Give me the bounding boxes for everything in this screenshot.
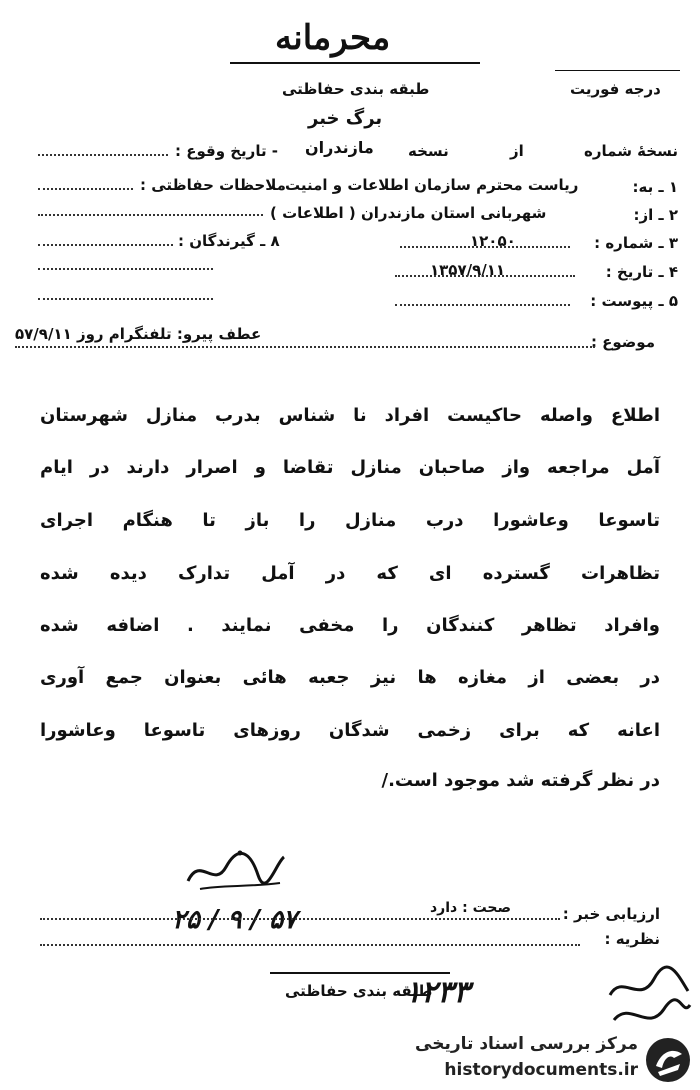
field-date-value: ۱۳۵۷/۹/۱۱ (430, 261, 506, 279)
body-line-7: اعانه که برای زخمی شدگان روزهای تاسوعا وعاشورا (40, 720, 660, 741)
form-title: برگ خبر (308, 108, 383, 129)
field-to-extra: ملاحظات حفاظتی : (140, 176, 286, 194)
dots-assessment (40, 918, 560, 920)
copy-of-label: از (510, 142, 524, 160)
dots-recipients-2 (38, 268, 213, 270)
body-line-2: آمل مراجعه واز صاحبان منازل تقاضا و اصرار دارند در ایام (40, 457, 660, 478)
footer-rule (270, 972, 450, 974)
classification-header: طبقه بندی حفاظتی (282, 80, 430, 98)
dots-field-2-left (38, 214, 263, 216)
dots-subject (15, 346, 595, 348)
watermark-logo (415, 1030, 700, 1090)
copy-number-label: نسخهٔ شماره (584, 142, 678, 160)
handwritten-signature (180, 845, 290, 895)
classification-footer: طبقه بندی حفاظتی (285, 982, 433, 1000)
stamp-confidential: محرمانه (275, 18, 391, 58)
field-from-value: شهربانی استان مازندران ( اطلاعات ) (270, 204, 547, 222)
assessment-label: ارزیابی خبر : (562, 905, 660, 923)
field-from-label: ۲ ـ از: (633, 206, 678, 224)
assessment-value: صحت : دارد (430, 900, 512, 916)
handwritten-number: ۱۲۳۳ (405, 975, 470, 1010)
dots-protective-notes (38, 188, 133, 190)
field-to-label: ۱ ـ به: (632, 178, 678, 196)
body-line-3: تاسوعا وعاشورا درب منازل را باز تا هنگام اجرای (40, 510, 660, 531)
body-line-5: وافراد تظاهر کنندگان را مخفی نمایند . اضافه شده (40, 615, 660, 636)
handwritten-date: ۲۵ / ۹ / ۵۷ (172, 905, 298, 935)
urgency-box-line (555, 70, 680, 71)
logo-text: مرکز بررسی اسناد تاریخی (415, 1034, 638, 1054)
stamp-underline (230, 62, 480, 64)
dots-number (400, 246, 570, 248)
logo-url: historydocuments.ir (444, 1060, 638, 1080)
field-to-value: ریاست محترم سازمان اطلاعات و امنیت (285, 176, 579, 194)
body-line-8: در نظر گرفته شد موجود است./ (381, 770, 660, 791)
copy-copies-label: نسخه (408, 142, 449, 160)
dots-place-date (38, 154, 168, 156)
dots-recipients-1 (38, 244, 173, 246)
recipients-label: ۸ ـ گیرندگان : (178, 232, 280, 250)
field-number-value: ۱۲۰۵۰ (470, 232, 516, 250)
field-number-label: ۳ ـ شماره : (594, 234, 678, 252)
urgency-label: درجه فوریت (570, 80, 661, 98)
body-line-1: اطلاع واصله حاکیست افراد نا شناس بدرب منازل شهرستان (40, 405, 660, 426)
body-line-4: تظاهرات گسترده ای که در آمل تدارک دیده شده (40, 563, 660, 584)
dots-attachment (395, 304, 570, 306)
dots-opinion (40, 944, 580, 946)
field-attachment-label: ۵ ـ پیوست : (590, 292, 678, 310)
place-date-label: - تاریخ وقوع : (175, 142, 279, 160)
body-line-6: در بعضی از مغازه ها نیز جعبه هائی بعنوان جمع آوری (40, 667, 660, 688)
handwritten-place: مازندران (305, 138, 374, 157)
logo-emblem-icon (644, 1036, 692, 1084)
dots-date (395, 275, 575, 277)
opinion-label: نظریه : (604, 930, 660, 948)
field-date-label: ۴ ـ تاریخ : (605, 263, 678, 281)
subject-label: موضوع : (590, 333, 655, 351)
dots-recipients-3 (38, 298, 213, 300)
subject-value: عطف پیرو: تلفنگرام روز ۵۷/۹/۱۱ (15, 325, 262, 343)
